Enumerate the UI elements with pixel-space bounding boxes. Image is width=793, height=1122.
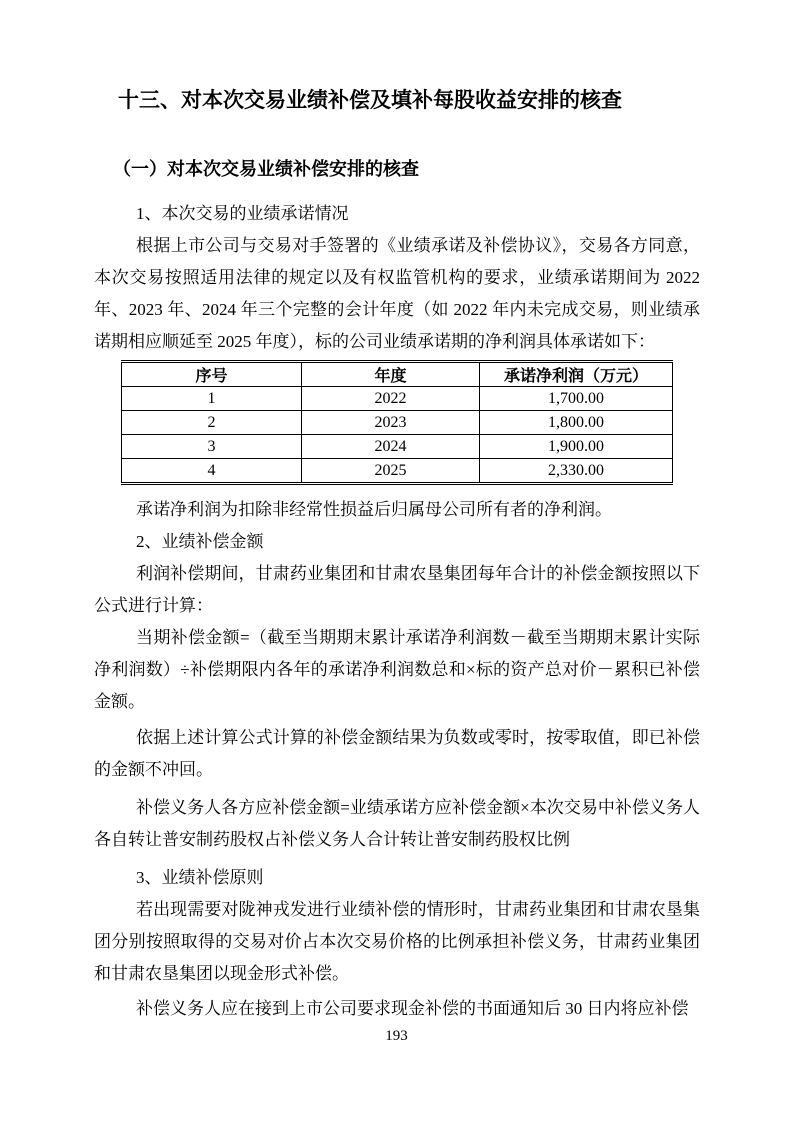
paragraph-obligor-allocation-formula: 补偿义务人各方应补偿金额=业绩承诺方应补偿金额×本次交易中补偿义务人各自转让普安制药股权占补偿义务人合计转让普安制药股权比例 (94, 798, 700, 849)
cell-index: 3 (122, 435, 302, 459)
cell-index: 1 (122, 387, 302, 411)
cell-year: 2024 (302, 435, 480, 459)
cell-year: 2023 (302, 411, 480, 435)
table-header-row (122, 362, 673, 387)
table-row (122, 459, 673, 484)
table-row (122, 411, 673, 435)
cell-year: 2025 (302, 459, 480, 484)
paragraph-zero-value-rule: 依据上述计算公式计算的补偿金额结果为负数或零时，按零取值，即已补偿的金额不冲回。 (94, 728, 700, 779)
cell-index: 4 (122, 459, 302, 484)
cell-profit: 1,700.00 (480, 387, 673, 411)
page-number: 193 (385, 1028, 408, 1044)
col-header-index: 序号 (122, 362, 302, 387)
list-item-1-performance-commitment: 1、本次交易的业绩承诺情况 (136, 204, 349, 223)
col-header-promised-net-profit: 承诺净利润（万元） (480, 362, 673, 387)
table-row (122, 435, 673, 459)
cell-year: 2022 (302, 387, 480, 411)
list-item-2-compensation-amount: 2、业绩补偿金额 (136, 532, 264, 551)
paragraph-cash-notice: 补偿义务人应在接到上市公司要求现金补偿的书面通知后 30 日内将应补偿 (136, 999, 689, 1018)
cell-profit: 1,800.00 (480, 411, 673, 435)
paragraph-formula-intro: 利润补偿期间，甘肃药业集团和甘肃农垦集团每年合计的补偿金额按照以下公式进行计算： (94, 564, 700, 615)
section-heading: 十三、对本次交易业绩补偿及填补每股收益安排的核查 (118, 89, 622, 112)
table-row (122, 387, 673, 411)
paragraph-compensation-principle: 若出现需要对陇神戎发进行业绩补偿的情形时，甘肃药业集团和甘肃农垦集团分别按照取得的交易对价占本次交易价格的比例承担补偿义务，甘肃药业集团和甘肃农垦集团以现金形式补偿。 (94, 900, 700, 983)
cell-index: 2 (122, 411, 302, 435)
col-header-year: 年度 (302, 362, 480, 387)
paragraph-commitment-intro: 根据上市公司与交易对手签署的《业绩承诺及补偿协议》，交易各方同意，本次交易按照适用法律的规定以及有权监管机构的要求，业绩承诺期间为 2022 年、2023 年、2024 年三个完整的会计年度（如 2022 年内未完成交易，则业绩承诺期相应顺延至 2025 年度），标的公司业绩承诺期的净利润具体承诺如下： (94, 236, 700, 351)
list-item-3-compensation-principle: 3、业绩补偿原则 (136, 868, 264, 887)
subsection-heading: （一）对本次交易业绩补偿安排的核查 (113, 159, 419, 179)
cell-profit: 1,900.00 (480, 435, 673, 459)
paragraph-compensation-formula: 当期补偿金额=（截至当期期末累计承诺净利润数－截至当期期末累计实际净利润数）÷补偿期限内各年的承诺净利润数总和×标的资产总对价－累积已补偿金额。 (94, 628, 700, 711)
cell-profit: 2,330.00 (480, 459, 673, 484)
paragraph-net-profit-definition: 承诺净利润为扣除非经常性损益后归属母公司所有者的净利润。 (136, 500, 612, 519)
profit-commitment-table (121, 360, 673, 485)
